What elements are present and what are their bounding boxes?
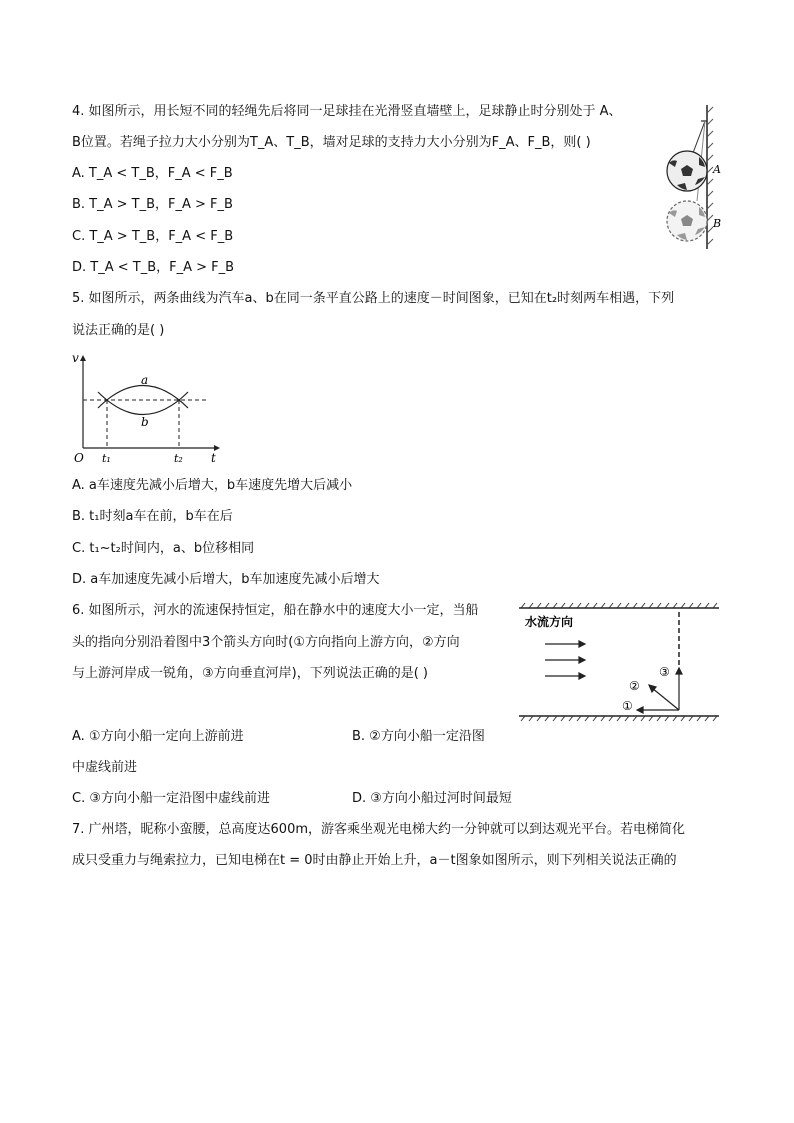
label-a: A <box>713 163 721 176</box>
q5-option-b: B. t₁时刻a车在前，b车在后 <box>72 509 233 524</box>
q6-option-a: A. ①方向小船一定向上游前进 <box>72 729 244 744</box>
curve-b <box>98 392 188 415</box>
curve-a <box>98 386 188 409</box>
label-b: B <box>713 217 722 230</box>
q7-stem-line2: 成只受重力与绳索拉力，已知电梯在t = 0时由静止开始上升，a－t图象如图所示，则下列相关说法正确的 <box>72 853 677 868</box>
t-axis-label: t <box>211 451 216 465</box>
q4-option-a: A. T_A < T_B，F_A < F_B <box>72 166 233 181</box>
q4-wall-ball-figure <box>655 103 735 253</box>
q5-option-d: D. a车加速度先减小后增大，b车加速度先减小后增大 <box>72 572 380 587</box>
q6-river-figure <box>515 600 725 725</box>
q6-option-b-cont: 中虚线前进 <box>72 760 138 775</box>
t2-label: t₂ <box>174 452 183 465</box>
flow-direction-label: 水流方向 <box>525 615 574 629</box>
t1-label: t₁ <box>102 452 111 465</box>
q5-vt-graph <box>68 348 228 468</box>
q5-option-c: C. t₁~t₂时间内，a、b位移相同 <box>72 541 255 556</box>
v-axis-label: v <box>72 351 79 365</box>
curve-a-label: a <box>141 373 149 387</box>
arrow-3-label: ③ <box>659 665 670 679</box>
arrow-2-label: ② <box>629 679 640 693</box>
q4-stem-line1: 4. 如图所示，用长短不同的轻绳先后将同一足球挂在光滑竖直墙壁上，足球静止时分别处于 A、 <box>72 104 622 119</box>
q6-option-c: C. ③方向小船一定沿图中虚线前进 <box>72 791 270 806</box>
q5-stem-line2: 说法正确的是( ) <box>72 323 165 338</box>
q6-stem-line3: 与上游河岸成一锐角，③方向垂直河岸)，下列说法正确的是( ) <box>72 666 429 681</box>
q4-option-c: C. T_A > T_B，F_A < F_B <box>72 229 234 244</box>
arrow-2 <box>652 688 679 710</box>
ball-b-icon <box>667 201 707 241</box>
q6-stem-line1: 6. 如图所示，河水的流速保持恒定，船在静水中的速度大小一定，当船 <box>72 603 479 618</box>
q7-stem-line1: 7. 广州塔，昵称小蛮腰，总高度达600m，游客乘坐观光电梯大约一分钟就可以到达观光平台。若电梯简化 <box>72 822 686 837</box>
q6-option-d: D. ③方向小船过河时间最短 <box>352 791 512 806</box>
origin-label: O <box>74 451 84 465</box>
q5-option-a: A. a车速度先减小后增大，b车速度先增大后减小 <box>72 478 353 493</box>
q6-stem-line2: 头的指向分别沿着图中3个箭头方向时(①方向指向上游方向，②方向 <box>72 635 460 650</box>
arrow-1-label: ① <box>622 699 633 713</box>
q4-stem-line2: B位置。若绳子拉力大小分别为T_A、T_B，墙对足球的支持力大小分别为F_A、F_B，则( ) <box>72 135 591 150</box>
ball-a-icon <box>667 151 707 191</box>
q4-option-b: B. T_A > T_B，F_A > F_B <box>72 197 233 212</box>
q5-stem-line1: 5. 如图所示，两条曲线为汽车a、b在同一条平直公路上的速度－时间图象，已知在t₂时刻两车相遇，下列 <box>72 291 675 306</box>
q6-option-b: B. ②方向小船一定沿图 <box>352 729 485 744</box>
q4-option-d: D. T_A < T_B，F_A > F_B <box>72 260 235 275</box>
curve-b-label: b <box>141 415 149 429</box>
flow-arrows-icon <box>545 641 585 679</box>
